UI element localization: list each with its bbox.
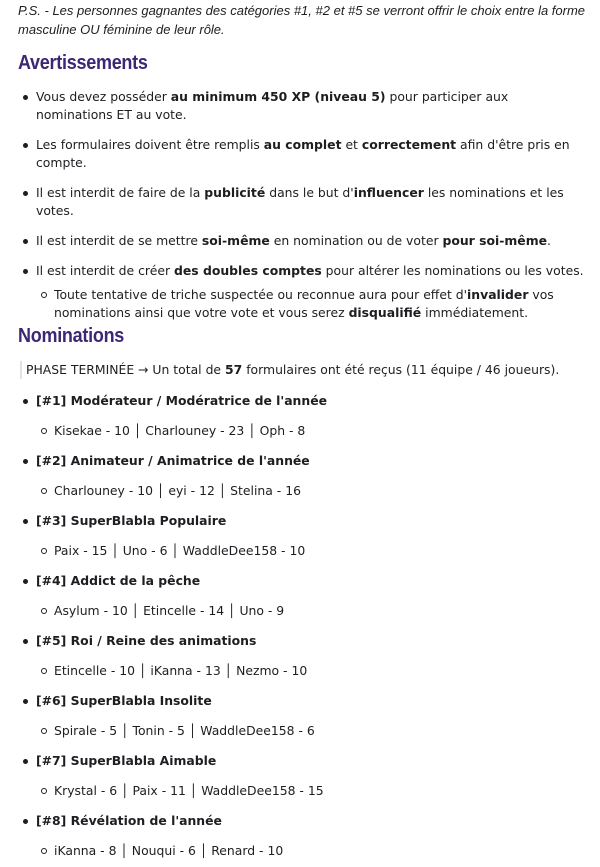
warning-text: pour participer aux nominations ET au vote. bbox=[36, 89, 509, 122]
bullet-icon bbox=[23, 239, 28, 244]
bullet-icon bbox=[23, 459, 28, 464]
category-title bbox=[36, 572, 584, 590]
category-title bbox=[36, 512, 584, 530]
warning-emphasis: soi-même bbox=[201, 233, 270, 248]
category-title bbox=[36, 632, 584, 650]
ps-note: P.S. - Les personnes gagnantes des catégories #1, #2 et #5 se verront offrir le choix entre la forme masculine OU féminine de leur rôle. bbox=[18, 3, 586, 37]
warning-text: Il est interdit de faire de la bbox=[36, 185, 205, 200]
warning-emphasis: des doubles comptes bbox=[174, 263, 322, 278]
category-title bbox=[36, 812, 584, 830]
category-title bbox=[36, 392, 584, 410]
category-nominees bbox=[54, 722, 584, 740]
category-nominees bbox=[54, 662, 584, 680]
category-nominees bbox=[54, 782, 584, 800]
warnings-list bbox=[36, 88, 584, 334]
phase-status bbox=[20, 361, 559, 379]
category-title-text: [#4] Addict de la pêche bbox=[36, 573, 201, 588]
category-title bbox=[36, 692, 584, 710]
nominees-text: Spirale - 5 │ Tonin - 5 │ WaddleDee158 - 6 bbox=[54, 723, 315, 738]
warning-text: pour altérer les nominations ou les votes. bbox=[321, 263, 584, 278]
category-title-text: [#3] SuperBlabla Populaire bbox=[36, 513, 227, 528]
warning-text: dans le but d' bbox=[265, 185, 354, 200]
category-title-text: [#7] SuperBlabla Aimable bbox=[36, 753, 217, 768]
circle-bullet-icon bbox=[41, 428, 47, 434]
category-nominees bbox=[54, 482, 584, 500]
category-title bbox=[36, 452, 584, 470]
bullet-icon bbox=[23, 579, 28, 584]
circle-bullet-icon bbox=[41, 788, 47, 794]
warning-text: immédiatement. bbox=[421, 305, 529, 320]
phase-count: 57 bbox=[225, 362, 243, 377]
phase-text: formulaires ont été reçus (11 équipe / 46 joueurs). bbox=[242, 362, 560, 377]
warning-emphasis: au complet bbox=[263, 137, 342, 152]
warning-text: les nominations et les votes. bbox=[36, 185, 564, 218]
category-title-text: [#1] Modérateur / Modératrice de l'année bbox=[36, 393, 328, 408]
nominees-text: Kisekae - 10 │ Charlouney - 23 │ Oph - 8 bbox=[54, 423, 306, 438]
nominees-text: iKanna - 8 │ Nouqui - 6 │ Renard - 10 bbox=[54, 843, 284, 858]
nominees-text: Asylum - 10 │ Etincelle - 14 │ Uno - 9 bbox=[54, 603, 285, 618]
bullet-icon bbox=[23, 639, 28, 644]
category-title-text: [#5] Roi / Reine des animations bbox=[36, 633, 257, 648]
category-nominees bbox=[54, 842, 584, 860]
warning-text: en nomination ou de voter bbox=[269, 233, 443, 248]
nominees-text: Charlouney - 10 │ eyi - 12 │ Stelina - 16 bbox=[54, 483, 301, 498]
bullet-icon bbox=[23, 819, 28, 824]
category-nominees bbox=[54, 542, 584, 560]
nominations-heading: Nominations bbox=[18, 325, 125, 347]
warnings-heading: Avertissements bbox=[18, 52, 148, 74]
warning-emphasis: pour soi-même bbox=[442, 233, 548, 248]
warning-emphasis: influencer bbox=[353, 185, 424, 200]
warning-text: et bbox=[341, 137, 362, 152]
category-title-text: [#8] Révélation de l'année bbox=[36, 813, 222, 828]
warning-text: . bbox=[547, 233, 551, 248]
bullet-icon bbox=[23, 191, 28, 196]
warning-item bbox=[36, 88, 584, 124]
nominees-text: Etincelle - 10 │ iKanna - 13 │ Nezmo - 10 bbox=[54, 663, 308, 678]
circle-bullet-icon bbox=[41, 668, 47, 674]
category-2 bbox=[36, 452, 584, 500]
warning-emphasis: publicité bbox=[204, 185, 266, 200]
bullet-icon bbox=[23, 519, 28, 524]
nominees-text: Paix - 15 │ Uno - 6 │ WaddleDee158 - 10 bbox=[54, 543, 306, 558]
warning-text: vos nominations ainsi que votre vote et vous serez bbox=[54, 287, 554, 320]
warning-subitem bbox=[54, 286, 584, 322]
bullet-icon bbox=[23, 269, 28, 274]
circle-bullet-icon bbox=[41, 848, 47, 854]
warning-emphasis: invalider bbox=[467, 287, 529, 302]
nominees-text: Krystal - 6 │ Paix - 11 │ WaddleDee158 - 15 bbox=[54, 783, 324, 798]
warning-emphasis: au minimum 450 XP (niveau 5) bbox=[170, 89, 386, 104]
warning-emphasis: disqualifié bbox=[348, 305, 422, 320]
phase-text: PHASE TERMINÉE → Un total de bbox=[26, 362, 225, 377]
bullet-icon bbox=[23, 399, 28, 404]
circle-bullet-icon bbox=[41, 608, 47, 614]
bullet-icon bbox=[23, 95, 28, 100]
warning-text: Vous devez posséder bbox=[36, 89, 171, 104]
category-nominees bbox=[54, 602, 584, 620]
category-7 bbox=[36, 752, 584, 800]
bullet-icon bbox=[23, 699, 28, 704]
bullet-icon bbox=[23, 143, 28, 148]
category-nominees bbox=[54, 422, 584, 440]
bullet-icon bbox=[23, 759, 28, 764]
warning-text: Il est interdit de créer bbox=[36, 263, 175, 278]
category-title-text: [#2] Animateur / Animatrice de l'année bbox=[36, 453, 310, 468]
category-8 bbox=[36, 812, 584, 860]
warning-item bbox=[36, 262, 584, 322]
warning-item bbox=[36, 232, 584, 250]
warning-item bbox=[36, 136, 584, 172]
warning-emphasis: correctement bbox=[361, 137, 457, 152]
category-title bbox=[36, 752, 584, 770]
category-3 bbox=[36, 512, 584, 560]
warning-item bbox=[36, 184, 584, 220]
circle-bullet-icon bbox=[41, 548, 47, 554]
warning-text: Les formulaires doivent être remplis bbox=[36, 137, 264, 152]
category-1 bbox=[36, 392, 584, 440]
warning-text: Toute tentative de triche suspectée ou reconnue aura pour effet d' bbox=[54, 287, 468, 302]
category-5 bbox=[36, 632, 584, 680]
category-title-text: [#6] SuperBlabla Insolite bbox=[36, 693, 212, 708]
category-6 bbox=[36, 692, 584, 740]
category-4 bbox=[36, 572, 584, 620]
circle-bullet-icon bbox=[41, 488, 47, 494]
warning-text: afin d'être pris en compte. bbox=[36, 137, 570, 170]
circle-bullet-icon bbox=[41, 292, 47, 298]
warning-text: Il est interdit de se mettre bbox=[36, 233, 202, 248]
circle-bullet-icon bbox=[41, 728, 47, 734]
